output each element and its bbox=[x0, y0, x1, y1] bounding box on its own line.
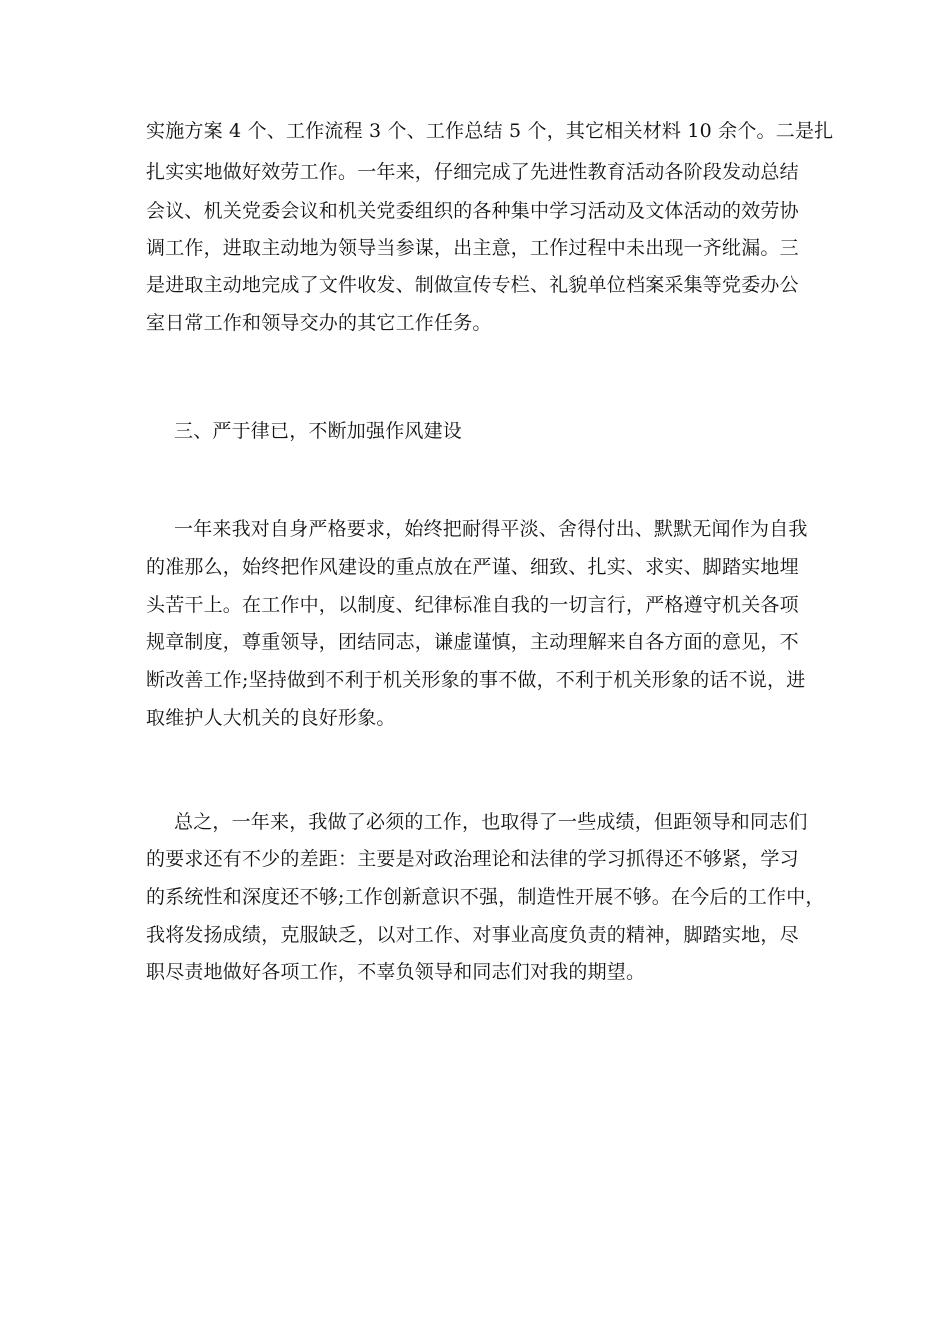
text-line: 断改善工作;坚持做到不利于机关形象的事不做，不利于机关形象的话不说，进 bbox=[146, 669, 806, 691]
section-heading: 三、严于律已，不断加强作风建设 bbox=[174, 420, 463, 442]
text-line: 规章制度，尊重领导，团结同志，谦虚谨慎，主动理解来自各方面的意见，不 bbox=[146, 631, 799, 653]
text-line: 取维护人大机关的良好形象。 bbox=[146, 707, 396, 729]
text-line: 的准那么，始终把作风建设的重点放在严谨、细致、扎实、求实、脚踏实地埋 bbox=[146, 556, 799, 578]
text-line: 扎实实地做好效劳工作。一年来，仔细完成了先进性教育活动各阶段发动总结 bbox=[146, 161, 799, 183]
text-line: 头苦干上。在工作中，以制度、纪律标准自我的一切言行，严格遵守机关各项 bbox=[146, 594, 799, 616]
text-line: 我将发扬成绩，克服缺乏，以对工作、对事业高度负责的精神，脚踏实地，尽 bbox=[146, 924, 799, 946]
text-line: 一年来我对自身严格要求，始终把耐得平淡、舍得付出、默默无闻作为自我 bbox=[174, 518, 808, 540]
text-line: 室日常工作和领导交办的其它工作任务。 bbox=[146, 312, 492, 334]
text-line: 职尽责地做好各项工作，不辜负领导和同志们对我的期望。 bbox=[146, 961, 646, 983]
text-line: 是进取主动地完成了文件收发、制做宣传专栏、礼貌单位档案采集等党委办公 bbox=[146, 274, 799, 296]
text-line: 的要求还有不少的差距：主要是对政治理论和法律的学习抓得还不够紧，学习 bbox=[146, 848, 799, 870]
text-line: 会议、机关党委会议和机关党委组织的各种集中学习活动及文体活动的效劳协 bbox=[146, 200, 799, 222]
text-line: 的系统性和深度还不够;工作创新意识不强，制造性开展不够。在今后的工作中， bbox=[146, 886, 825, 908]
text-line: 调工作，进取主动地为领导当参谋，出主意，工作过程中未出现一齐纰漏。三 bbox=[146, 237, 799, 259]
text-line: 总之，一年来，我做了必须的工作，也取得了一些成绩，但距领导和同志们 bbox=[174, 811, 808, 833]
text-line: 实施方案 4 个、工作流程 3 个、工作总结 5 个，其它相关材料 10 余个。二是扎 bbox=[146, 120, 834, 142]
